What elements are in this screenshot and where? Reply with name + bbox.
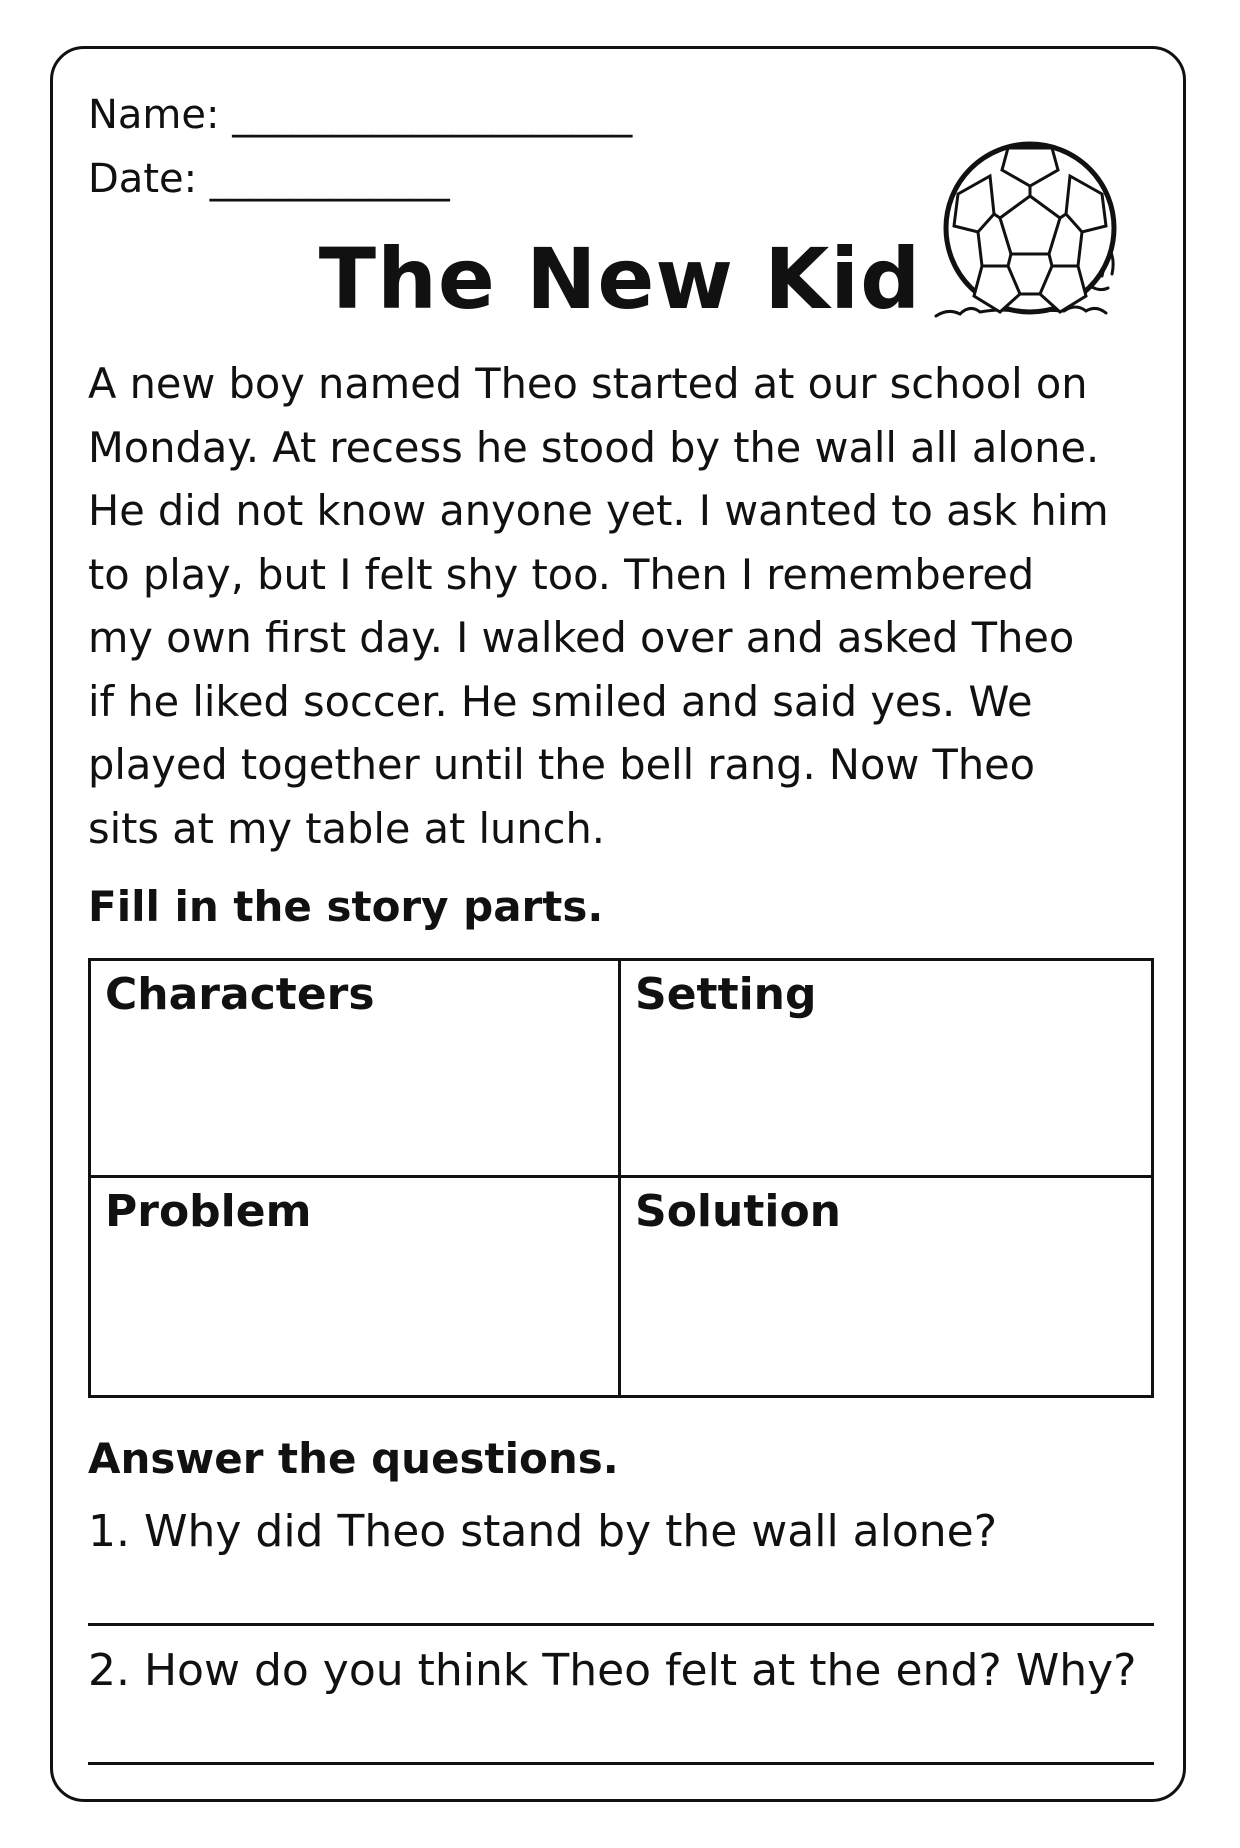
story-line: my own first day. I walked over and asked Theo <box>88 613 1075 662</box>
name-field[interactable]: Name: ____________________ <box>88 92 633 138</box>
story-line: He did not know anyone yet. I wanted to ask him <box>88 486 1109 535</box>
answer-line-2[interactable] <box>88 1762 1154 1765</box>
story-line: if he liked soccer. He smiled and said yes. We <box>88 676 1033 726</box>
date-field[interactable]: Date: ____________ <box>88 156 450 202</box>
characters-cell[interactable]: Characters <box>91 961 621 1178</box>
question-2: 2. How do you think Theo felt at the end? Why? <box>88 1645 1137 1696</box>
story-line: sits at my table at lunch. <box>88 803 605 853</box>
story-line: to play, but I felt shy too. Then I remembered <box>88 549 1035 599</box>
answer-line-1[interactable] <box>88 1623 1154 1626</box>
questions-heading: Answer the questions. <box>88 1434 619 1483</box>
story-line: played together until the bell rang. Now Theo <box>88 740 1036 789</box>
story-passage <box>88 352 1168 860</box>
soccer-ball-icon <box>930 136 1130 326</box>
setting-cell[interactable]: Setting <box>621 961 1151 1178</box>
question-1: 1. Why did Theo stand by the wall alone? <box>88 1506 998 1557</box>
story-line: A new boy named Theo started at our school on <box>88 359 1088 408</box>
story-line: Monday. At recess he stood by the wall all alone. <box>88 422 1100 472</box>
worksheet-title: The New Kid <box>318 230 922 328</box>
problem-cell[interactable]: Problem <box>91 1178 621 1395</box>
story-parts-table <box>88 958 1154 1398</box>
story-parts-heading: Fill in the story parts. <box>88 882 604 931</box>
solution-cell[interactable]: Solution <box>635 1186 841 1237</box>
